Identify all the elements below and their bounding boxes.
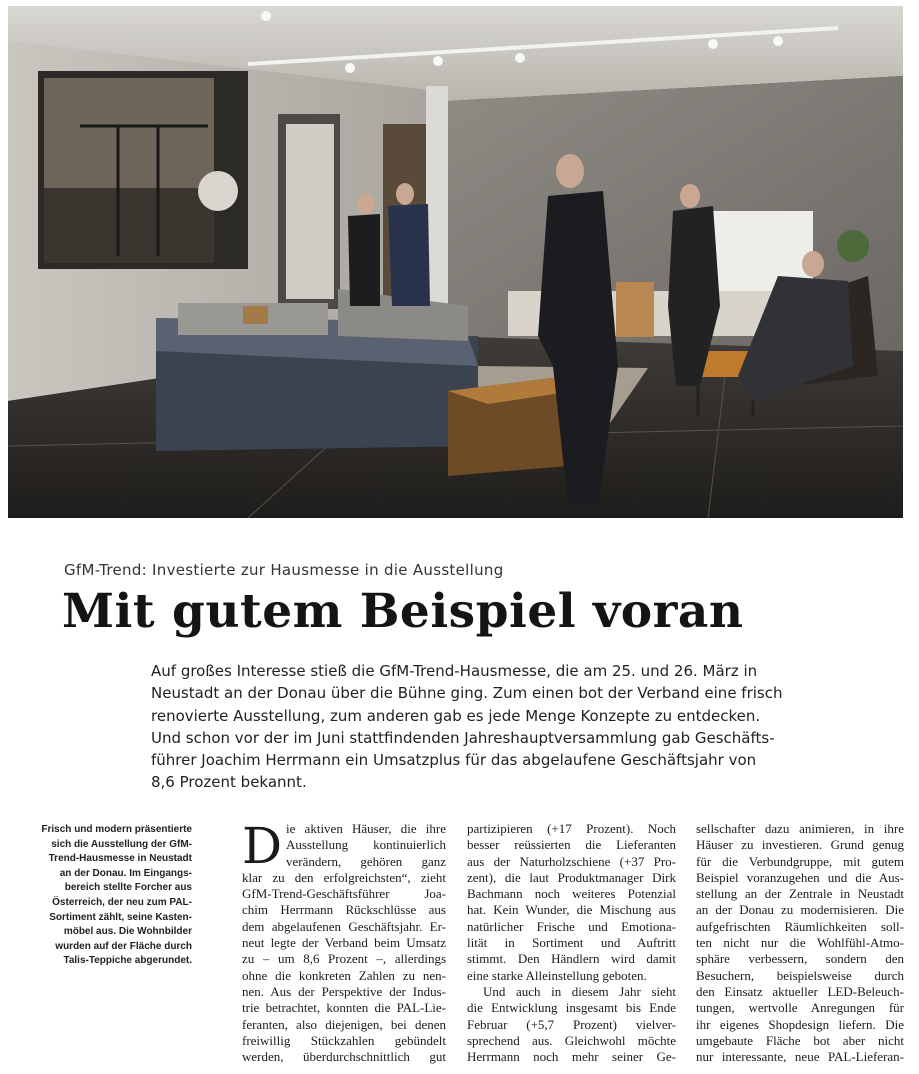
body-line: werden, überdurchschnittlich gut (242, 1049, 446, 1065)
body-line: dem abgelaufenen Geschäftsjahr. Er- (242, 918, 446, 934)
lead-line: führer Joachim Herrmann ein Umsatzplus für das abgelaufene Geschäftsjahr von (151, 751, 757, 770)
article-lead (151, 660, 781, 794)
caption-line: Sortiment zählt, seine Kasten- (49, 911, 192, 923)
body-line: sellschafter dazu animieren, in ihre (696, 821, 904, 836)
body-line: stellung an der Zentrale in Neustadt (696, 886, 904, 902)
body-line: eine starke Alleinstellung geboten. (467, 967, 647, 983)
body-line: feranten, also diejenigen, bei denen (242, 1016, 446, 1032)
body-line: Ausstellung kontinuierlich (286, 837, 446, 853)
caption-line: Frisch und modern präsentierte (41, 824, 192, 835)
body-line: den Einsatz aktueller LED-Beleuch- (696, 983, 904, 999)
body-line: die Entwicklung insgesamt bis Ende (467, 1000, 676, 1016)
body-line: zent), die laut Produktmanager Dirk (467, 869, 676, 885)
body-line: sphäre verbessern, sondern den (696, 951, 904, 967)
body-line: Und auch in diesem Jahr sieht (483, 983, 676, 999)
body-line: ohne die konkreten Zahlen zu nen- (242, 967, 446, 983)
photo-caption (20, 823, 192, 969)
caption-line: Trend-Hausmesse in Neustadt (48, 853, 192, 865)
caption-line: möbel aus. Die Wohnbilder (63, 926, 192, 938)
body-line: ihr eigenes Shopdesign liefern. Die (696, 1016, 904, 1032)
body-line: klar zu den erfolgreichsten“, zieht (242, 869, 446, 885)
body-line: verändern, gehören ganz (286, 853, 446, 869)
body-column-1 (242, 817, 446, 1065)
lead-line: Und schon vor der im Juni stattfindenden Jahreshauptversammlung gab Geschäfts- (151, 728, 775, 747)
body-column-2 (467, 821, 676, 1065)
body-line: an der Donau zu modernisieren. Die (696, 902, 904, 918)
body-line: partizipieren (+17 Prozent). Noch (467, 821, 676, 836)
body-line: hat. Kein Wunder, die Mischung aus (467, 902, 676, 918)
body-line: besser reüssierten die Lieferanten (467, 837, 676, 853)
caption-line: sich die Ausstellung der GfM- (51, 838, 192, 850)
showroom-photo (8, 6, 903, 518)
caption-line: Talis-Teppiche abgerundet. (63, 955, 192, 967)
lead-line: Auf großes Interesse stieß die GfM-Trend-Hausmesse, die am 25. und 26. März in (151, 662, 758, 680)
showroom-photo-illustration (8, 6, 903, 518)
body-line: chim Herrmann Rückschlüsse aus (242, 902, 446, 918)
body-line: für die Verbundgruppe, mit gutem (696, 853, 904, 869)
body-line: trie betrachtet, konnten die PAL-Lie- (242, 1000, 446, 1016)
body-line: aus der Naturholzschiene (+37 Pro- (467, 853, 676, 869)
article-headline: Mit gutem Beispiel voran (62, 584, 744, 639)
body-line: Häuser zu investieren. Grund genug (696, 837, 904, 853)
lead-line: Neustadt an der Donau über die Bühne ging. Zum einen bot der Verband eine frisch (151, 684, 783, 703)
lead-line: 8,6 Prozent bekannt. (151, 773, 307, 792)
body-line: natürlicher Frische und Emotiona- (467, 918, 676, 934)
caption-line: bereich stellte Forcher aus (64, 882, 192, 894)
caption-line: an der Donau. Im Eingangs- (59, 867, 192, 879)
caption-line: wurden auf der Fläche durch (55, 940, 192, 952)
body-line: freiwillig Stückzahlen gebündelt (242, 1032, 446, 1048)
body-line: GfM-Trend-Geschäftsführer Joa- (242, 886, 446, 902)
body-line: stimmt. Den Händlern wird damit (467, 951, 676, 967)
dropcap-block (242, 817, 446, 875)
body-line: Besuchern, beispielsweise durch (696, 967, 904, 983)
body-line: neut legte der Verband beim Umsatz (242, 935, 446, 951)
body-line: aufgefrischten Räumlichkeiten soll- (696, 918, 904, 934)
lead-line: renovierte Ausstellung, zum anderen gab es jede Menge Konzepte zu entdecken. (151, 706, 761, 725)
body-line: Herrmann noch mehr seiner Ge- (467, 1049, 676, 1065)
body-line: Bachmann noch weiteres Potenzial (467, 886, 676, 902)
body-line: Beispiel voranzugehen und die Aus- (696, 869, 904, 885)
body-line: ie aktiven Häuser, die ihre (286, 821, 446, 836)
body-line: Februar (+5,7 Prozent) vielver- (467, 1016, 676, 1032)
caption-line: Österreich, der neu zum PAL- (52, 896, 192, 908)
article-kicker: GfM-Trend: Investierte zur Hausmesse in die Ausstellung (64, 561, 504, 579)
body-column-3 (696, 821, 904, 1065)
drop-cap: D (242, 817, 283, 875)
body-line: ten nicht nur die Wohlfühl-Atmo- (696, 935, 904, 951)
body-line: nen. Aus der Perspektive der Indus- (242, 983, 446, 999)
body-line: tungen, wertvolle Anregungen für (696, 1000, 904, 1016)
body-line: lität in Sortiment und Auftritt (467, 935, 676, 951)
body-line: nur interessante, neue PAL-Lieferan- (696, 1049, 904, 1065)
body-line: zu – um 8,6 Prozent –, allerdings (242, 951, 446, 967)
body-line: umgebaute Fläche bot aber nicht (696, 1032, 904, 1048)
body-line: sprechend aus. Gleichwohl möchte (467, 1032, 676, 1048)
